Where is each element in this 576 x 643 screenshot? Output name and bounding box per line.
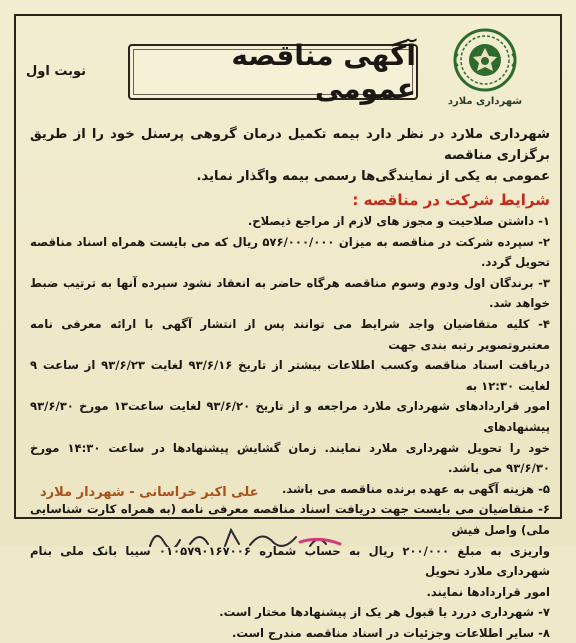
- condition-line: ۸- سایر اطلاعات وجزئیات در اسناد مناقصه مندرج است.: [231, 625, 550, 640]
- page-title: آگهی مناقصه عمومی: [231, 39, 416, 105]
- condition-line: ۳- برندگان اول ودوم وسوم مناقصه هرگاه حاضر به انعقاد نشود سپرده آنها به ترتیب ضبط خواهد شد.: [30, 275, 550, 311]
- signature: علی اکبر خراسانی - شهردار ملارد: [40, 485, 259, 500]
- intro-line-1: شهرداری ملارد در نظر دارد بیمه تکمیل درمان گروهی پرسنل خود را از طریق برگزاری مناقصه: [30, 127, 550, 163]
- condition-line: امور قراردادها نمایند.: [426, 584, 550, 599]
- title-box: [128, 39, 418, 105]
- condition-line: ۷- شهرداری دررد یا قبول هر یک از پیشنهادها مختار است.: [219, 605, 550, 620]
- condition-line: ۲- سپرده شرکت در مناقصه به میزان ۵۷۶/۰۰۰/۰۰۰ ریال که می بایست همراه اسناد مناقصه تحویل گردد.: [30, 234, 550, 270]
- round-label: نوبت اول: [26, 64, 87, 79]
- handwritten-scribble: [0, 520, 576, 547]
- conditions-heading: شرایط شرکت در مناقصه :: [352, 191, 550, 209]
- condition-line: ۱- داشتن صلاحیت و مجوز های لازم از مراجع ذیصلاح.: [247, 214, 550, 228]
- condition-line: ۶- متقاضیان می بایست جهت دریافت اسناد مناقصه معرفی نامه (به همراه کارت شناسایی ملی) واصل فیش: [30, 502, 550, 537]
- condition-line: امور قراردادهای شهرداری ملارد مراجعه و از تاریخ ۹۳/۶/۲۰ لغایت ساعت۱۳ مورخ ۹۳/۶/۳۰ پیشنهادهای: [30, 399, 550, 434]
- condition-line: دریافت اسناد مناقصه وکسب اطلاعات بیشتر از تاریخ ۹۳/۶/۱۶ لغایت ۹۳/۶/۲۳ از ساعت ۹ لغایت ۱۲:۳۰ به: [30, 358, 550, 393]
- condition-line: ۴- کلیه متقاضیان واجد شرایط می توانند پس از انتشار آگهی با ارائه معرفی نامه معتبروتصویر رتبه بندی جهت: [30, 316, 550, 352]
- municipality-logo: [440, 24, 530, 116]
- condition-line: واریزی به مبلغ ۲۰۰/۰۰۰ ریال به حساب شماره ۰۱۰۵۷۹۰۱۶۷۰۰۶ سیبا بانک ملی بنام شهرداری ملارد تحویل: [30, 543, 550, 579]
- condition-line: خود را تحویل شهرداری ملارد نمایند. زمان گشایش پیشنهادها در ساعت ۱۴:۳۰ مورخ ۹۳/۶/۳۰ می باشد.: [30, 440, 550, 476]
- intro-line-2: عمومی به یکی از نمایندگی‌ها رسمی بیمه واگذار نماید.: [196, 169, 550, 184]
- logo-label: شهرداری ملارد: [447, 96, 523, 107]
- logo-emblem-icon: [440, 24, 530, 96]
- ad-body: [30, 124, 550, 643]
- condition-line: ۵- هزینه آگهی به عهده برنده مناقصه می باشد.: [281, 481, 550, 496]
